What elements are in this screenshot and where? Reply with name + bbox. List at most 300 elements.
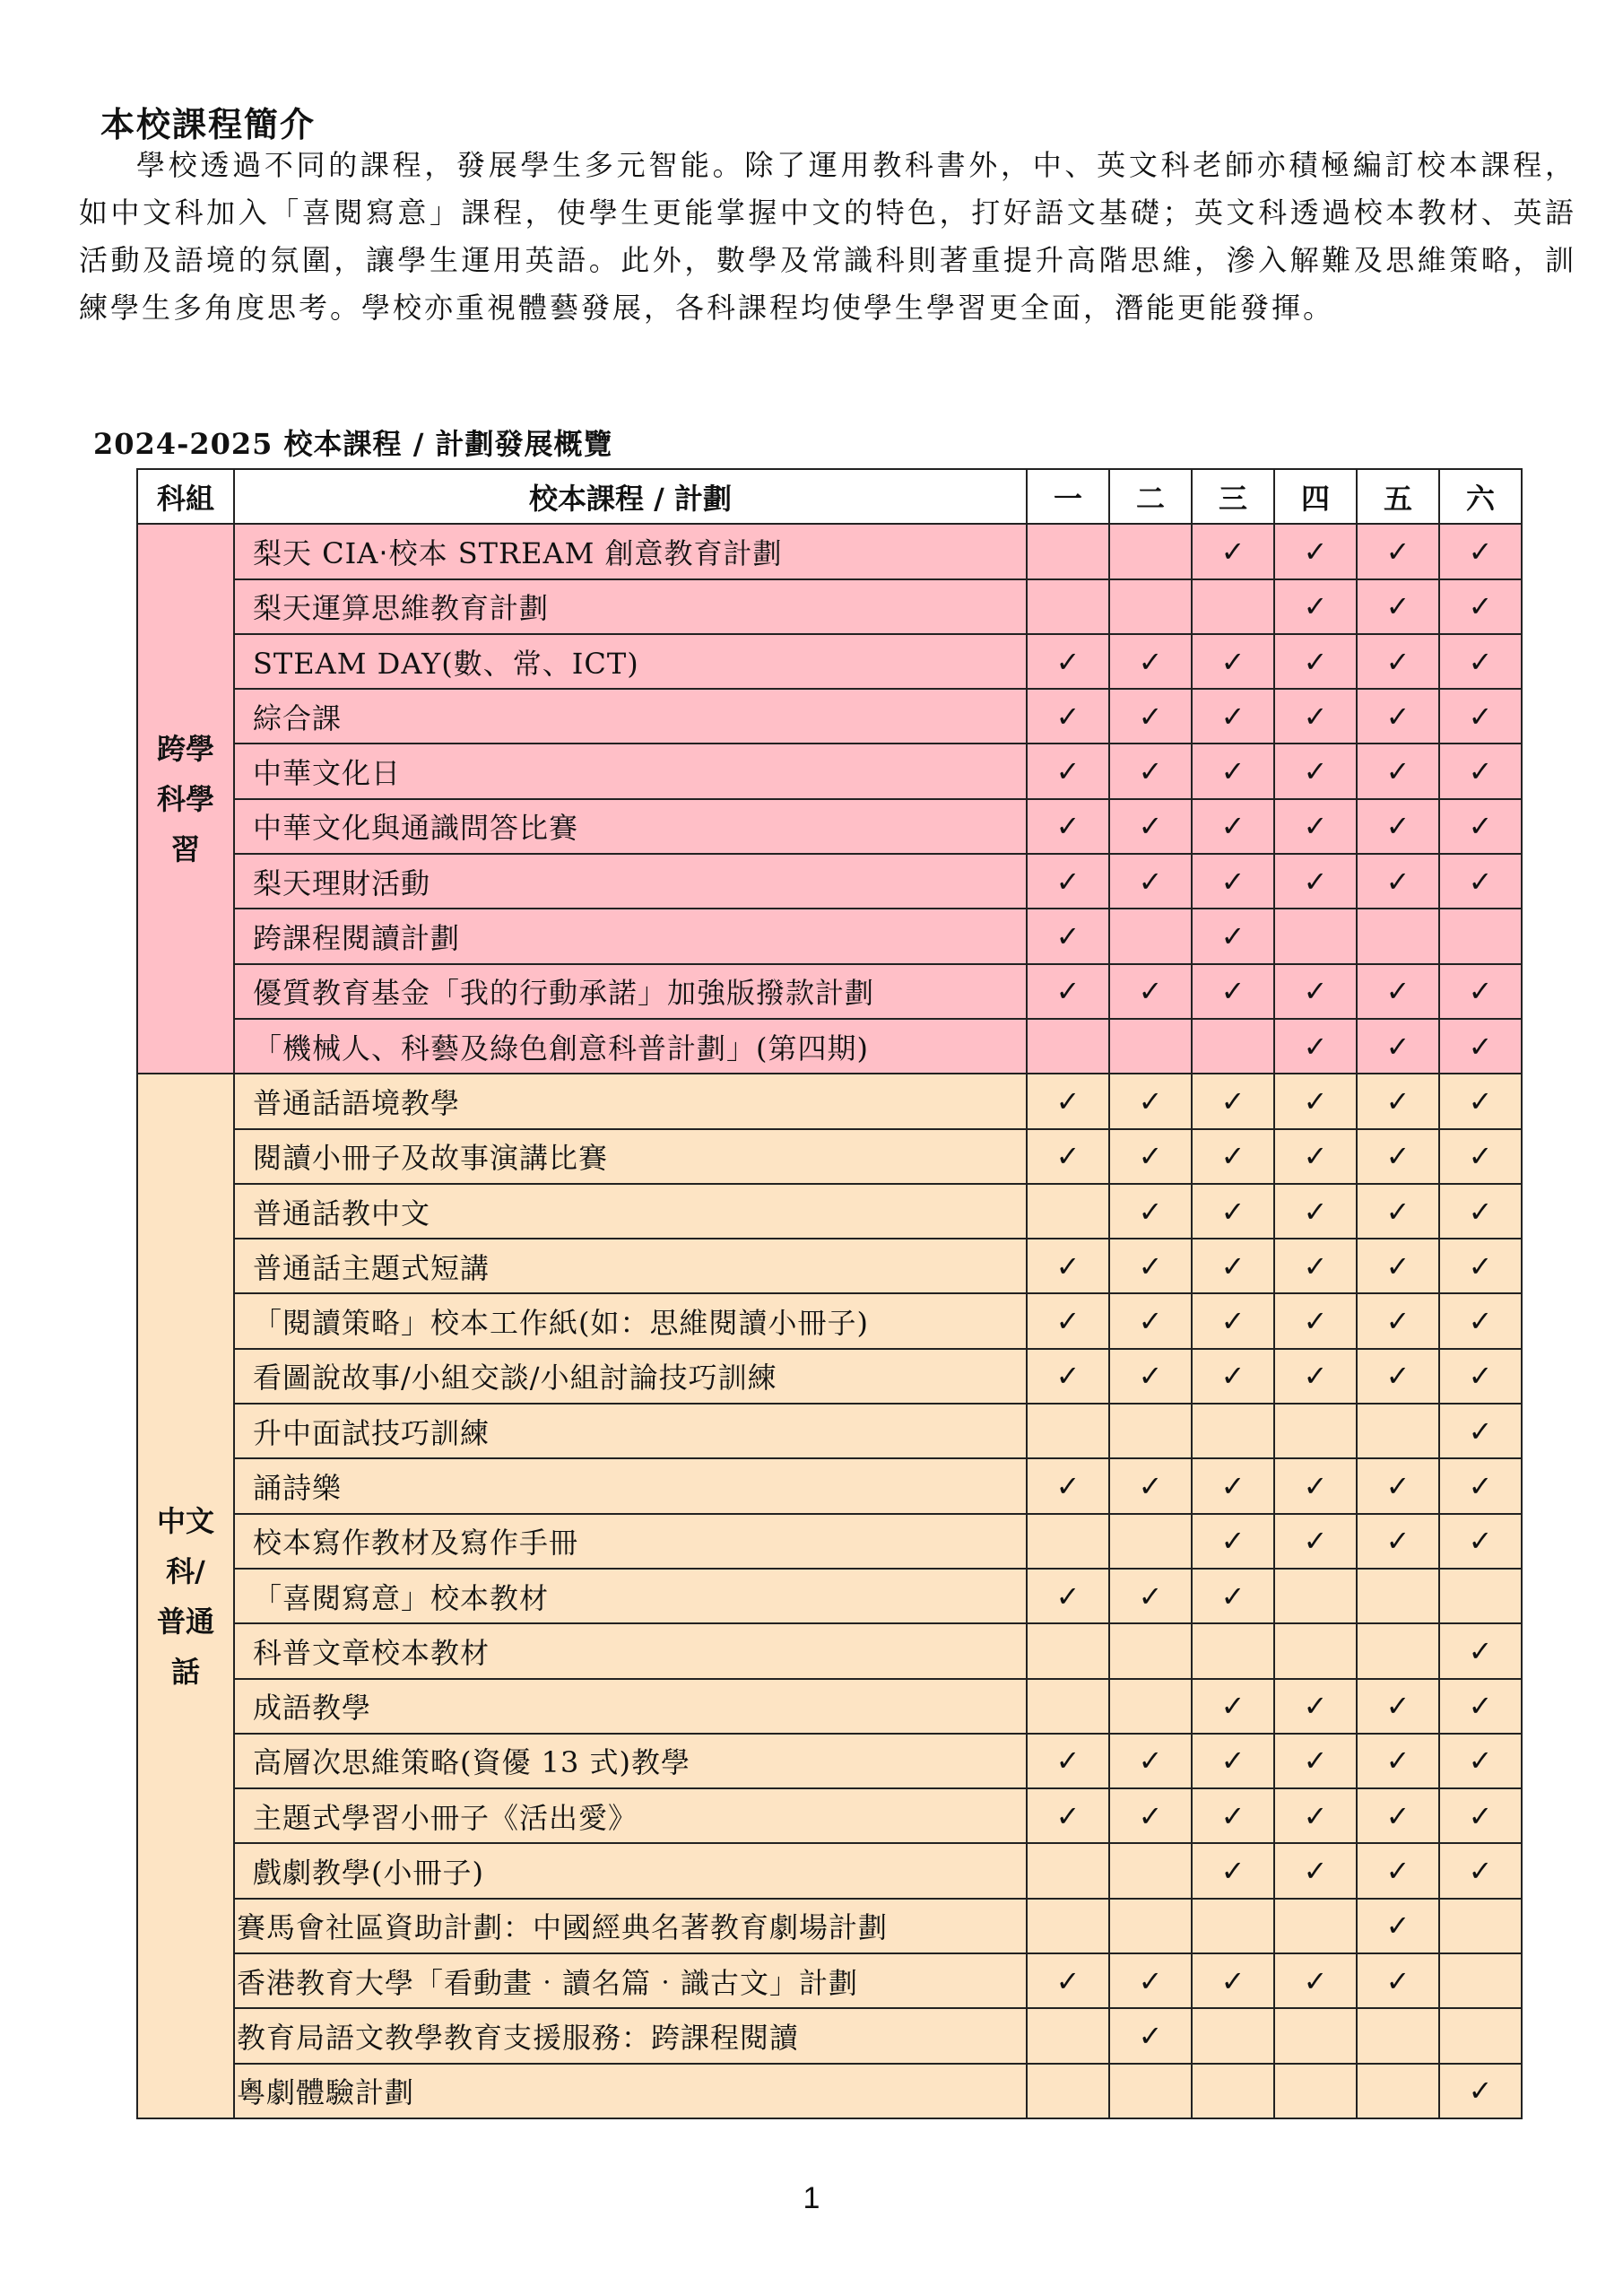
check-mark-icon: ✓ bbox=[1385, 1798, 1410, 1833]
check-mark-icon: ✓ bbox=[1220, 534, 1245, 569]
check-mark-icon: ✓ bbox=[1303, 1083, 1328, 1118]
check-mark-icon: ✓ bbox=[1220, 1744, 1245, 1779]
table-row bbox=[137, 909, 1522, 963]
check-mark-icon: ✓ bbox=[1468, 644, 1493, 679]
grade-6-cell bbox=[1439, 744, 1522, 798]
check-mark-icon: ✓ bbox=[1138, 644, 1163, 679]
grade-3-cell bbox=[1192, 2064, 1274, 2118]
grade-3-cell bbox=[1192, 1734, 1274, 1788]
check-mark-icon: ✓ bbox=[1468, 864, 1493, 899]
program-name-cell: 科普文章校本教材 bbox=[234, 1623, 1027, 1678]
grade-4-cell bbox=[1274, 854, 1357, 909]
grade-5-cell bbox=[1357, 964, 1439, 1019]
grade-4-cell bbox=[1274, 1129, 1357, 1184]
grade-3-cell bbox=[1192, 2008, 1274, 2063]
table-row bbox=[137, 1899, 1522, 1953]
table-row bbox=[137, 1514, 1522, 1569]
table-row bbox=[137, 1293, 1522, 1348]
grade-5-cell bbox=[1357, 1129, 1439, 1184]
grade-1-cell bbox=[1027, 1293, 1109, 1348]
grade-4-cell bbox=[1274, 1623, 1357, 1678]
check-mark-icon: ✓ bbox=[1138, 809, 1163, 844]
grade-6-cell bbox=[1439, 1679, 1522, 1734]
program-name-cell: 誦詩樂 bbox=[234, 1458, 1027, 1513]
check-mark-icon: ✓ bbox=[1385, 1029, 1410, 1064]
curriculum-table bbox=[136, 468, 1523, 2119]
grade-3-cell bbox=[1192, 1843, 1274, 1898]
check-mark-icon: ✓ bbox=[1138, 1194, 1163, 1229]
grade-4-cell bbox=[1274, 689, 1357, 744]
check-mark-icon: ✓ bbox=[1055, 1248, 1081, 1283]
program-name-cell: 教育局語文教學教育支援服務：跨課程閱讀 bbox=[234, 2008, 1027, 2063]
check-mark-icon: ✓ bbox=[1055, 919, 1081, 954]
grade-2-cell bbox=[1109, 2064, 1192, 2118]
check-mark-icon: ✓ bbox=[1468, 699, 1493, 734]
grade-4-cell bbox=[1274, 1734, 1357, 1788]
grade-2-cell bbox=[1109, 1679, 1192, 1734]
program-name-cell: 普通話語境教學 bbox=[234, 1074, 1027, 1128]
grade-3-cell bbox=[1192, 964, 1274, 1019]
table-row bbox=[137, 1129, 1522, 1184]
grade-6-cell bbox=[1439, 1734, 1522, 1788]
grade-2-cell bbox=[1109, 1293, 1192, 1348]
grade-5-cell bbox=[1357, 689, 1439, 744]
grade-3-cell bbox=[1192, 1184, 1274, 1239]
grade-3-cell bbox=[1192, 524, 1274, 578]
check-mark-icon: ✓ bbox=[1138, 1963, 1163, 1998]
table-row bbox=[137, 1458, 1522, 1513]
grade-3-cell bbox=[1192, 689, 1274, 744]
program-name-cell: 「機械人、科藝及綠色創意科普計劃」(第四期) bbox=[234, 1019, 1027, 1074]
check-mark-icon: ✓ bbox=[1138, 1744, 1163, 1779]
grade-6-cell bbox=[1439, 1019, 1522, 1074]
table-row bbox=[137, 1184, 1522, 1239]
check-mark-icon: ✓ bbox=[1303, 974, 1328, 1009]
check-mark-icon: ✓ bbox=[1220, 1578, 1245, 1613]
check-mark-icon: ✓ bbox=[1385, 1304, 1410, 1339]
grade-4-cell bbox=[1274, 1514, 1357, 1569]
check-mark-icon: ✓ bbox=[1468, 1248, 1493, 1283]
grade-6-cell bbox=[1439, 1458, 1522, 1513]
table-row bbox=[137, 634, 1522, 689]
table-row bbox=[137, 1569, 1522, 1623]
grade-6-cell bbox=[1439, 799, 1522, 854]
check-mark-icon: ✓ bbox=[1468, 2074, 1493, 2109]
grade-4-cell bbox=[1274, 1404, 1357, 1458]
check-mark-icon: ✓ bbox=[1468, 534, 1493, 569]
grade-1-cell bbox=[1027, 1239, 1109, 1293]
grade-5-cell bbox=[1357, 634, 1439, 689]
check-mark-icon: ✓ bbox=[1385, 1524, 1410, 1559]
grade-4-cell bbox=[1274, 634, 1357, 689]
grade-2-cell bbox=[1109, 1843, 1192, 1898]
grade-3-cell bbox=[1192, 1129, 1274, 1184]
grade-2-cell bbox=[1109, 1899, 1192, 1953]
check-mark-icon: ✓ bbox=[1468, 1524, 1493, 1559]
grade-3-cell bbox=[1192, 579, 1274, 634]
check-mark-icon: ✓ bbox=[1385, 754, 1410, 789]
check-mark-icon: ✓ bbox=[1138, 1083, 1163, 1118]
grade-4-cell bbox=[1274, 1788, 1357, 1843]
check-mark-icon: ✓ bbox=[1385, 1248, 1410, 1283]
check-mark-icon: ✓ bbox=[1220, 809, 1245, 844]
program-name-cell: 看圖說故事/小組交談/小組討論技巧訓練 bbox=[234, 1349, 1027, 1404]
check-mark-icon: ✓ bbox=[1055, 1304, 1081, 1339]
check-mark-icon: ✓ bbox=[1303, 1139, 1328, 1174]
grade-5-cell bbox=[1357, 1019, 1439, 1074]
check-mark-icon: ✓ bbox=[1220, 974, 1245, 1009]
table-row bbox=[137, 1074, 1522, 1128]
table-row bbox=[137, 1843, 1522, 1898]
page-number: 1 bbox=[803, 2181, 820, 2215]
check-mark-icon: ✓ bbox=[1385, 864, 1410, 899]
check-mark-icon: ✓ bbox=[1468, 1413, 1493, 1448]
check-mark-icon: ✓ bbox=[1303, 1744, 1328, 1779]
grade-4-cell bbox=[1274, 1293, 1357, 1348]
table-row bbox=[137, 1404, 1522, 1458]
program-name-cell: 主題式學習小冊子《活出愛》 bbox=[234, 1788, 1027, 1843]
check-mark-icon: ✓ bbox=[1385, 644, 1410, 679]
check-mark-icon: ✓ bbox=[1468, 1854, 1493, 1889]
grade-1-cell bbox=[1027, 2008, 1109, 2063]
check-mark-icon: ✓ bbox=[1385, 809, 1410, 844]
grade-4-cell bbox=[1274, 964, 1357, 1019]
subject-group-cell bbox=[137, 1074, 234, 2118]
grade-1-cell bbox=[1027, 1129, 1109, 1184]
grade-3-cell bbox=[1192, 909, 1274, 963]
grade-4-cell bbox=[1274, 744, 1357, 798]
grade-2-cell bbox=[1109, 1404, 1192, 1458]
check-mark-icon: ✓ bbox=[1220, 1524, 1245, 1559]
grade-1-cell bbox=[1027, 964, 1109, 1019]
grade-6-cell bbox=[1439, 1293, 1522, 1348]
subject-group-line: 中文 bbox=[156, 1503, 214, 1538]
page-title: 本校課程簡介 bbox=[100, 105, 317, 144]
table-row bbox=[137, 964, 1522, 1019]
check-mark-icon: ✓ bbox=[1220, 1139, 1245, 1174]
grade-5-cell bbox=[1357, 1514, 1439, 1569]
grade-4-cell bbox=[1274, 1349, 1357, 1404]
check-mark-icon: ✓ bbox=[1055, 1083, 1081, 1118]
check-mark-icon: ✓ bbox=[1055, 974, 1081, 1009]
check-mark-icon: ✓ bbox=[1055, 699, 1081, 734]
grade-3-cell bbox=[1192, 1239, 1274, 1293]
grade-5-cell bbox=[1357, 1899, 1439, 1953]
grade-2-cell bbox=[1109, 1458, 1192, 1513]
grade-6-cell bbox=[1439, 1843, 1522, 1898]
table-row bbox=[137, 689, 1522, 744]
check-mark-icon: ✓ bbox=[1220, 1798, 1245, 1833]
program-name-cell: STEAM DAY(數、常、ICT) bbox=[234, 634, 1027, 689]
check-mark-icon: ✓ bbox=[1220, 919, 1245, 954]
program-name-cell: 校本寫作教材及寫作手冊 bbox=[234, 1514, 1027, 1569]
check-mark-icon: ✓ bbox=[1220, 1304, 1245, 1339]
grade-5-cell bbox=[1357, 1788, 1439, 1843]
header-grade-3: 三 bbox=[1192, 469, 1274, 524]
grade-2-cell bbox=[1109, 634, 1192, 689]
grade-3-cell bbox=[1192, 1899, 1274, 1953]
grade-5-cell bbox=[1357, 1349, 1439, 1404]
grade-4-cell bbox=[1274, 1899, 1357, 1953]
grade-1-cell bbox=[1027, 1788, 1109, 1843]
grade-5-cell bbox=[1357, 1239, 1439, 1293]
check-mark-icon: ✓ bbox=[1220, 644, 1245, 679]
check-mark-icon: ✓ bbox=[1303, 1963, 1328, 1998]
grade-2-cell bbox=[1109, 1349, 1192, 1404]
check-mark-icon: ✓ bbox=[1468, 809, 1493, 844]
grade-1-cell bbox=[1027, 1569, 1109, 1623]
grade-1-cell bbox=[1027, 2064, 1109, 2118]
check-mark-icon: ✓ bbox=[1220, 1963, 1245, 1998]
table-row bbox=[137, 1679, 1522, 1734]
check-mark-icon: ✓ bbox=[1055, 809, 1081, 844]
table-row bbox=[137, 854, 1522, 909]
grade-1-cell bbox=[1027, 1843, 1109, 1898]
grade-1-cell bbox=[1027, 579, 1109, 634]
subject-group-line: 習 bbox=[170, 831, 200, 866]
grade-2-cell bbox=[1109, 1239, 1192, 1293]
program-name-cell: 「閱讀策略」校本工作紙(如：思維閱讀小冊子) bbox=[234, 1293, 1027, 1348]
grade-2-cell bbox=[1109, 689, 1192, 744]
grade-3-cell bbox=[1192, 1293, 1274, 1348]
check-mark-icon: ✓ bbox=[1055, 644, 1081, 679]
grade-4-cell bbox=[1274, 1843, 1357, 1898]
grade-5-cell bbox=[1357, 1569, 1439, 1623]
check-mark-icon: ✓ bbox=[1468, 974, 1493, 1009]
check-mark-icon: ✓ bbox=[1385, 1359, 1410, 1394]
check-mark-icon: ✓ bbox=[1303, 754, 1328, 789]
program-name-cell: 梨天 CIA‧校本 STREAM 創意教育計劃 bbox=[234, 524, 1027, 578]
check-mark-icon: ✓ bbox=[1303, 589, 1328, 624]
grade-1-cell bbox=[1027, 1019, 1109, 1074]
program-name-cell: 升中面試技巧訓練 bbox=[234, 1404, 1027, 1458]
grade-1-cell bbox=[1027, 1458, 1109, 1513]
check-mark-icon: ✓ bbox=[1138, 699, 1163, 734]
header-grade-6: 六 bbox=[1439, 469, 1522, 524]
grade-1-cell bbox=[1027, 1953, 1109, 2008]
grade-3-cell bbox=[1192, 744, 1274, 798]
check-mark-icon: ✓ bbox=[1055, 1139, 1081, 1174]
header-grade-2: 二 bbox=[1109, 469, 1192, 524]
check-mark-icon: ✓ bbox=[1220, 1854, 1245, 1889]
table-row bbox=[137, 1239, 1522, 1293]
grade-3-cell bbox=[1192, 1788, 1274, 1843]
table-row bbox=[137, 1019, 1522, 1074]
check-mark-icon: ✓ bbox=[1303, 1524, 1328, 1559]
grade-6-cell bbox=[1439, 1239, 1522, 1293]
check-mark-icon: ✓ bbox=[1468, 1468, 1493, 1503]
check-mark-icon: ✓ bbox=[1385, 534, 1410, 569]
check-mark-icon: ✓ bbox=[1220, 1689, 1245, 1724]
grade-6-cell bbox=[1439, 524, 1522, 578]
grade-1-cell bbox=[1027, 689, 1109, 744]
program-name-cell: 成語教學 bbox=[234, 1679, 1027, 1734]
grade-4-cell bbox=[1274, 1569, 1357, 1623]
program-name-cell: 閱讀小冊子及故事演講比賽 bbox=[234, 1129, 1027, 1184]
program-name-cell: 梨天運算思維教育計劃 bbox=[234, 579, 1027, 634]
check-mark-icon: ✓ bbox=[1468, 754, 1493, 789]
grade-6-cell bbox=[1439, 1404, 1522, 1458]
grade-1-cell bbox=[1027, 799, 1109, 854]
check-mark-icon: ✓ bbox=[1055, 1798, 1081, 1833]
program-name-cell: 跨課程閱讀計劃 bbox=[234, 909, 1027, 963]
subject-group-line: 科/ bbox=[166, 1553, 205, 1588]
check-mark-icon: ✓ bbox=[1138, 1578, 1163, 1613]
check-mark-icon: ✓ bbox=[1055, 864, 1081, 899]
grade-6-cell bbox=[1439, 1953, 1522, 2008]
grade-3-cell bbox=[1192, 1074, 1274, 1128]
header-subject: 科組 bbox=[137, 469, 234, 524]
table-row bbox=[137, 1788, 1522, 1843]
check-mark-icon: ✓ bbox=[1055, 1744, 1081, 1779]
grade-2-cell bbox=[1109, 964, 1192, 1019]
check-mark-icon: ✓ bbox=[1303, 1468, 1328, 1503]
grade-1-cell bbox=[1027, 854, 1109, 909]
check-mark-icon: ✓ bbox=[1055, 1359, 1081, 1394]
grade-6-cell bbox=[1439, 2064, 1522, 2118]
check-mark-icon: ✓ bbox=[1385, 1909, 1410, 1944]
program-name-cell: 中華文化日 bbox=[234, 744, 1027, 798]
check-mark-icon: ✓ bbox=[1303, 1854, 1328, 1889]
check-mark-icon: ✓ bbox=[1385, 1963, 1410, 1998]
subject-group-line: 跨學 bbox=[156, 731, 214, 766]
grade-5-cell bbox=[1357, 909, 1439, 963]
grade-6-cell bbox=[1439, 1899, 1522, 1953]
check-mark-icon: ✓ bbox=[1303, 1798, 1328, 1833]
check-mark-icon: ✓ bbox=[1468, 1139, 1493, 1174]
grade-4-cell bbox=[1274, 524, 1357, 578]
check-mark-icon: ✓ bbox=[1138, 974, 1163, 1009]
check-mark-icon: ✓ bbox=[1138, 1248, 1163, 1283]
grade-5-cell bbox=[1357, 1404, 1439, 1458]
grade-6-cell bbox=[1439, 1184, 1522, 1239]
check-mark-icon: ✓ bbox=[1385, 1854, 1410, 1889]
table-row bbox=[137, 1349, 1522, 1404]
table-row bbox=[137, 524, 1522, 578]
table-row bbox=[137, 1734, 1522, 1788]
table-body bbox=[137, 524, 1522, 2118]
table-row bbox=[137, 2064, 1522, 2118]
grade-6-cell bbox=[1439, 2008, 1522, 2063]
table-row bbox=[137, 1623, 1522, 1678]
grade-4-cell bbox=[1274, 1184, 1357, 1239]
check-mark-icon: ✓ bbox=[1385, 1139, 1410, 1174]
grade-2-cell bbox=[1109, 1569, 1192, 1623]
check-mark-icon: ✓ bbox=[1303, 1029, 1328, 1064]
check-mark-icon: ✓ bbox=[1138, 1304, 1163, 1339]
grade-2-cell bbox=[1109, 854, 1192, 909]
subject-group-line: 普通 bbox=[156, 1604, 214, 1639]
grade-3-cell bbox=[1192, 1623, 1274, 1678]
check-mark-icon: ✓ bbox=[1303, 1194, 1328, 1229]
check-mark-icon: ✓ bbox=[1468, 1359, 1493, 1394]
grade-3-cell bbox=[1192, 1458, 1274, 1513]
subject-group-line: 話 bbox=[170, 1654, 200, 1689]
check-mark-icon: ✓ bbox=[1055, 754, 1081, 789]
grade-5-cell bbox=[1357, 854, 1439, 909]
check-mark-icon: ✓ bbox=[1220, 754, 1245, 789]
grade-5-cell bbox=[1357, 2064, 1439, 2118]
check-mark-icon: ✓ bbox=[1055, 1963, 1081, 1998]
check-mark-icon: ✓ bbox=[1385, 699, 1410, 734]
check-mark-icon: ✓ bbox=[1468, 1194, 1493, 1229]
table-caption: 2024-2025 校本課程 / 計劃發展概覽 bbox=[93, 427, 613, 461]
grade-5-cell bbox=[1357, 1843, 1439, 1898]
grade-2-cell bbox=[1109, 1514, 1192, 1569]
grade-1-cell bbox=[1027, 1349, 1109, 1404]
grade-2-cell bbox=[1109, 799, 1192, 854]
check-mark-icon: ✓ bbox=[1138, 1359, 1163, 1394]
grade-5-cell bbox=[1357, 1458, 1439, 1513]
check-mark-icon: ✓ bbox=[1138, 2018, 1163, 2053]
grade-3-cell bbox=[1192, 799, 1274, 854]
check-mark-icon: ✓ bbox=[1303, 1248, 1328, 1283]
grade-5-cell bbox=[1357, 1184, 1439, 1239]
grade-4-cell bbox=[1274, 1019, 1357, 1074]
grade-6-cell bbox=[1439, 1129, 1522, 1184]
check-mark-icon: ✓ bbox=[1303, 699, 1328, 734]
check-mark-icon: ✓ bbox=[1385, 1194, 1410, 1229]
header-grade-5: 五 bbox=[1357, 469, 1439, 524]
grade-4-cell bbox=[1274, 799, 1357, 854]
grade-3-cell bbox=[1192, 1679, 1274, 1734]
grade-5-cell bbox=[1357, 1074, 1439, 1128]
grade-4-cell bbox=[1274, 2064, 1357, 2118]
check-mark-icon: ✓ bbox=[1303, 809, 1328, 844]
grade-2-cell bbox=[1109, 1184, 1192, 1239]
grade-6-cell bbox=[1439, 1514, 1522, 1569]
grade-2-cell bbox=[1109, 744, 1192, 798]
grade-4-cell bbox=[1274, 1239, 1357, 1293]
grade-4-cell bbox=[1274, 579, 1357, 634]
subject-group-line: 科學 bbox=[156, 781, 214, 816]
grade-5-cell bbox=[1357, 799, 1439, 854]
grade-5-cell bbox=[1357, 579, 1439, 634]
check-mark-icon: ✓ bbox=[1468, 1689, 1493, 1724]
check-mark-icon: ✓ bbox=[1303, 864, 1328, 899]
grade-3-cell bbox=[1192, 1349, 1274, 1404]
grade-1-cell bbox=[1027, 744, 1109, 798]
grade-5-cell bbox=[1357, 1679, 1439, 1734]
check-mark-icon: ✓ bbox=[1220, 1194, 1245, 1229]
check-mark-icon: ✓ bbox=[1055, 1578, 1081, 1613]
grade-2-cell bbox=[1109, 1074, 1192, 1128]
check-mark-icon: ✓ bbox=[1385, 1744, 1410, 1779]
check-mark-icon: ✓ bbox=[1385, 1468, 1410, 1503]
check-mark-icon: ✓ bbox=[1303, 644, 1328, 679]
intro-paragraph: 學校透過不同的課程，發展學生多元智能。除了運用教科書外，中、英文科老師亦積極編訂校本課程，如中文科加入「喜閱寫意」課程，使學生更能掌握中文的特色，打好語文基礎；英文科透過校本教材、英語活動及語境的氛圍，讓學生運用英語。此外，數學及常識科則著重提升高階思維，滲入解難及思維策略，訓練學生多角度思考。學校亦重視體藝發展，各科課程均使學生學習更全面，潛能更能發揮。 bbox=[79, 148, 1576, 325]
grade-1-cell bbox=[1027, 1404, 1109, 1458]
check-mark-icon: ✓ bbox=[1055, 1468, 1081, 1503]
program-name-cell: 梨天理財活動 bbox=[234, 854, 1027, 909]
check-mark-icon: ✓ bbox=[1303, 1689, 1328, 1724]
grade-1-cell bbox=[1027, 634, 1109, 689]
grade-6-cell bbox=[1439, 1623, 1522, 1678]
check-mark-icon: ✓ bbox=[1303, 1359, 1328, 1394]
header-program: 校本課程 / 計劃 bbox=[234, 469, 1027, 524]
table-row bbox=[137, 799, 1522, 854]
grade-6-cell bbox=[1439, 634, 1522, 689]
program-name-cell: 普通話教中文 bbox=[234, 1184, 1027, 1239]
check-mark-icon: ✓ bbox=[1220, 1468, 1245, 1503]
check-mark-icon: ✓ bbox=[1303, 1304, 1328, 1339]
program-name-cell: 優質教育基金「我的行動承諾」加強版撥款計劃 bbox=[234, 964, 1027, 1019]
check-mark-icon: ✓ bbox=[1468, 1633, 1493, 1668]
grade-1-cell bbox=[1027, 1514, 1109, 1569]
check-mark-icon: ✓ bbox=[1385, 589, 1410, 624]
grade-6-cell bbox=[1439, 1074, 1522, 1128]
grade-5-cell bbox=[1357, 1953, 1439, 2008]
